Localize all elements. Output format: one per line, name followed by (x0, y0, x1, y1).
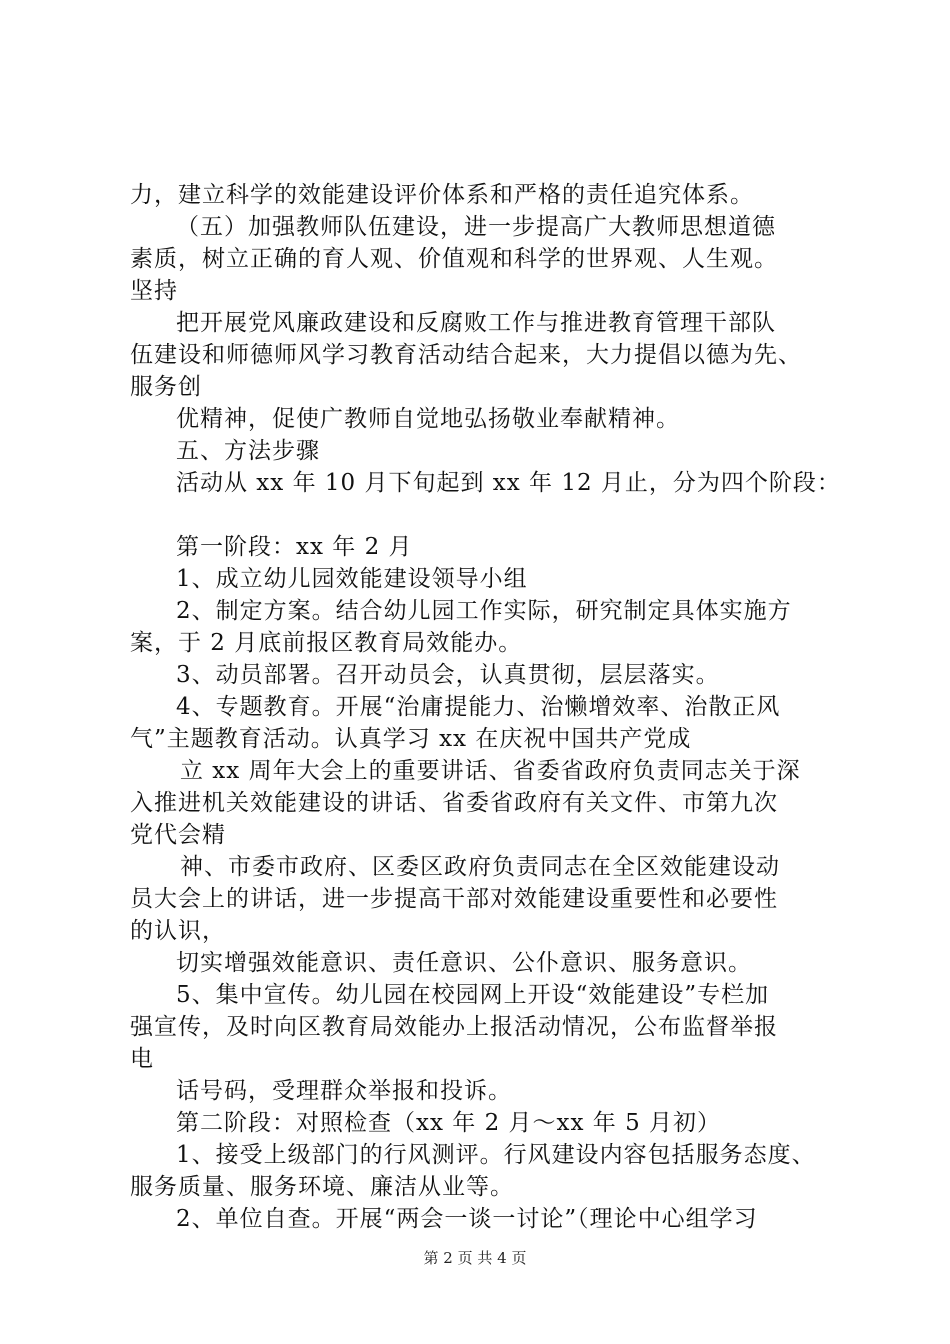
text-line: 坚持 (130, 278, 178, 304)
text-line: 优精神，促使广教师自觉地弘扬敬业奉献精神。 (176, 406, 680, 432)
text-line: 3、动员部署。召开动员会，认真贯彻，层层落实。 (176, 662, 720, 688)
text-line: 电 (130, 1046, 154, 1072)
text-line: 4、专题教育。开展“治庸提能力、治懒增效率、治散正风 (176, 694, 781, 720)
text-line: 力，建立科学的效能建设评价体系和严格的责任追究体系。 (130, 182, 754, 208)
text-line: 把开展党风廉政建设和反腐败工作与推进教育管理干部队 (176, 310, 776, 336)
text-line: 立 xx 周年大会上的重要讲话、省委省政府负责同志关于深 (180, 758, 801, 784)
text-line: 入推进机关效能建设的讲话、省委省政府有关文件、市第九次 (130, 790, 778, 816)
text-line: 2、制定方案。结合幼儿园工作实际，研究制定具体实施方 (176, 598, 792, 624)
text-line: 党代会精 (130, 822, 226, 848)
text-line: 伍建设和师德师风学习教育活动结合起来，大力提倡以德为先、 (130, 342, 802, 368)
text-line: 服务创 (130, 374, 202, 400)
text-line: 2、单位自查。开展“两会一谈一讨论”（理论中心组学习 (176, 1206, 758, 1232)
stage-heading: 第一阶段：xx 年 2 月 (176, 534, 413, 560)
text-line: 案，于 2 月底前报区教育局效能办。 (130, 630, 523, 656)
text-line: 1、接受上级部门的行风测评。行风建设内容包括服务态度、 (176, 1142, 816, 1168)
text-line: 活动从 xx 年 10 月下旬起到 xx 年 12 月止，分为四个阶段： (176, 470, 841, 496)
text-line: 气”主题教育活动。认真学习 xx 在庆祝中国共产党成 (130, 726, 692, 752)
stage-heading: 第二阶段：对照检查（xx 年 2 月～xx 年 5 月初） (176, 1110, 722, 1136)
text-line: 5、集中宣传。幼儿园在校园网上开设“效能建设”专栏加 (176, 982, 770, 1008)
text-line: 1、成立幼儿园效能建设领导小组 (176, 566, 528, 592)
text-line: 神、市委市政府、区委区政府负责同志在全区效能建设动 (180, 854, 780, 880)
text-line: 素质，树立正确的育人观、价值观和科学的世界观、人生观。 (130, 246, 778, 272)
text-line: 服务质量、服务环境、廉洁从业等。 (130, 1174, 514, 1200)
section-heading: 五、方法步骤 (176, 438, 320, 464)
text-line: 员大会上的讲话，进一步提高干部对效能建设重要性和必要性 (130, 886, 778, 912)
text-line: 强宣传，及时向区教育局效能办上报活动情况，公布监督举报 (130, 1014, 778, 1040)
text-line: （五）加强教师队伍建设，进一步提高广大教师思想道德 (176, 214, 776, 240)
page-footer: 第 2 页 共 4 页 (423, 1249, 527, 1267)
text-line: 话号码，受理群众举报和投诉。 (176, 1078, 512, 1104)
text-line: 切实增强效能意识、责任意识、公仆意识、服务意识。 (176, 950, 752, 976)
text-line: 的认识， (130, 918, 226, 944)
